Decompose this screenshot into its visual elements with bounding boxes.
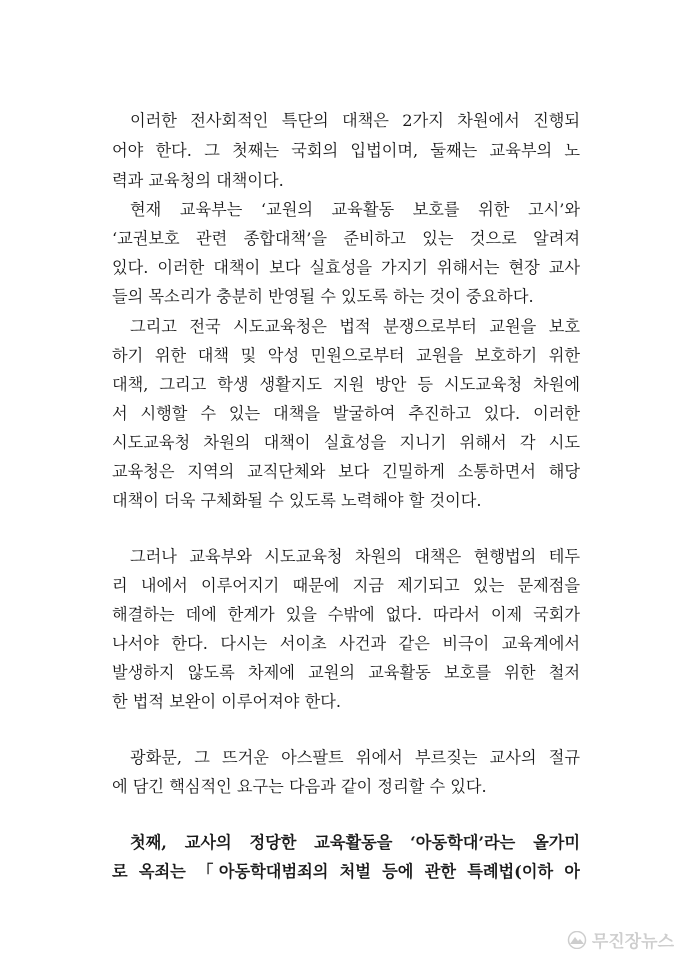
text-line: 에 담긴 핵심적인 요구는 다음과 같이 정리할 수 있다. xyxy=(112,777,487,796)
text-line: 들의 목소리가 충분히 반영될 수 있도록 하는 것이 중요하다. xyxy=(112,287,534,306)
text-line: 하기 위한 대책 및 악성 민원으로부터 교원을 보호하기 위한 xyxy=(112,346,580,365)
text-line: 한 법적 보완이 이루어져야 한다. xyxy=(112,692,342,711)
mountain-logo-icon xyxy=(566,931,588,949)
text-line: 이러한 전사회적인 특단의 대책은 2가지 차원에서 진행되 xyxy=(130,111,580,130)
text-line: 대책, 그리고 학생 생활지도 지원 방안 등 시도교육청 차원에 xyxy=(112,375,580,394)
text-line: 발생하지 않도록 차제에 교원의 교육활동 보호를 위한 철저 xyxy=(112,663,580,682)
text-line: 력과 교육청의 대책이다. xyxy=(112,171,284,190)
text-line: 첫째, 교사의 정당한 교육활동을 ‘아동학대’라는 올가미 xyxy=(130,833,580,852)
text-line: 로 옥죄는 「아동학대범죄의 처벌 등에 관한 특례법(이하 아 xyxy=(112,862,580,881)
text-line: 리 내에서 이루어지기 때문에 지금 제기되고 있는 문제점을 xyxy=(112,576,580,595)
watermark xyxy=(566,927,674,952)
text-line: 어야 한다. 그 첫째는 국회의 입법이며, 둘째는 교육부의 노 xyxy=(112,141,580,160)
text-line: 교육청은 지역의 교직단체와 보다 긴밀하게 소통하면서 해당 xyxy=(112,462,580,481)
watermark-text: 무진장뉴스 xyxy=(591,932,674,952)
text-line: 나서야 한다. 다시는 서이초 사건과 같은 비극이 교육계에서 xyxy=(112,634,580,653)
text-line: 광화문, 그 뜨거운 아스팔트 위에서 부르짖는 교사의 절규 xyxy=(130,748,580,767)
text-line: 그러나 교육부와 시도교육청 차원의 대책은 현행법의 테두 xyxy=(130,547,580,566)
text-line: 해결하는 데에 한계가 있을 수밖에 없다. 따라서 이제 국회가 xyxy=(112,605,580,624)
text-line: 현재 교육부는 ‘교원의 교육활동 보호를 위한 고시’와 xyxy=(130,200,580,219)
text-line: 그리고 전국 시도교육청은 법적 분쟁으로부터 교원을 보호 xyxy=(130,317,580,336)
text-line: 시도교육청 차원의 대책이 실효성을 지니기 위해서 각 시도 xyxy=(112,433,580,452)
text-line: ‘교권보호 관련 종합대책’을 준비하고 있는 것으로 알려져 xyxy=(112,229,580,248)
text-line: 서 시행할 수 있는 대책을 발굴하여 추진하고 있다. 이러한 xyxy=(112,404,580,423)
text-line: 대책이 더욱 구체화될 수 있도록 노력해야 할 것이다. xyxy=(112,491,482,510)
text-line: 있다. 이러한 대책이 보다 실효성을 가지기 위해서는 현장 교사 xyxy=(112,258,580,277)
